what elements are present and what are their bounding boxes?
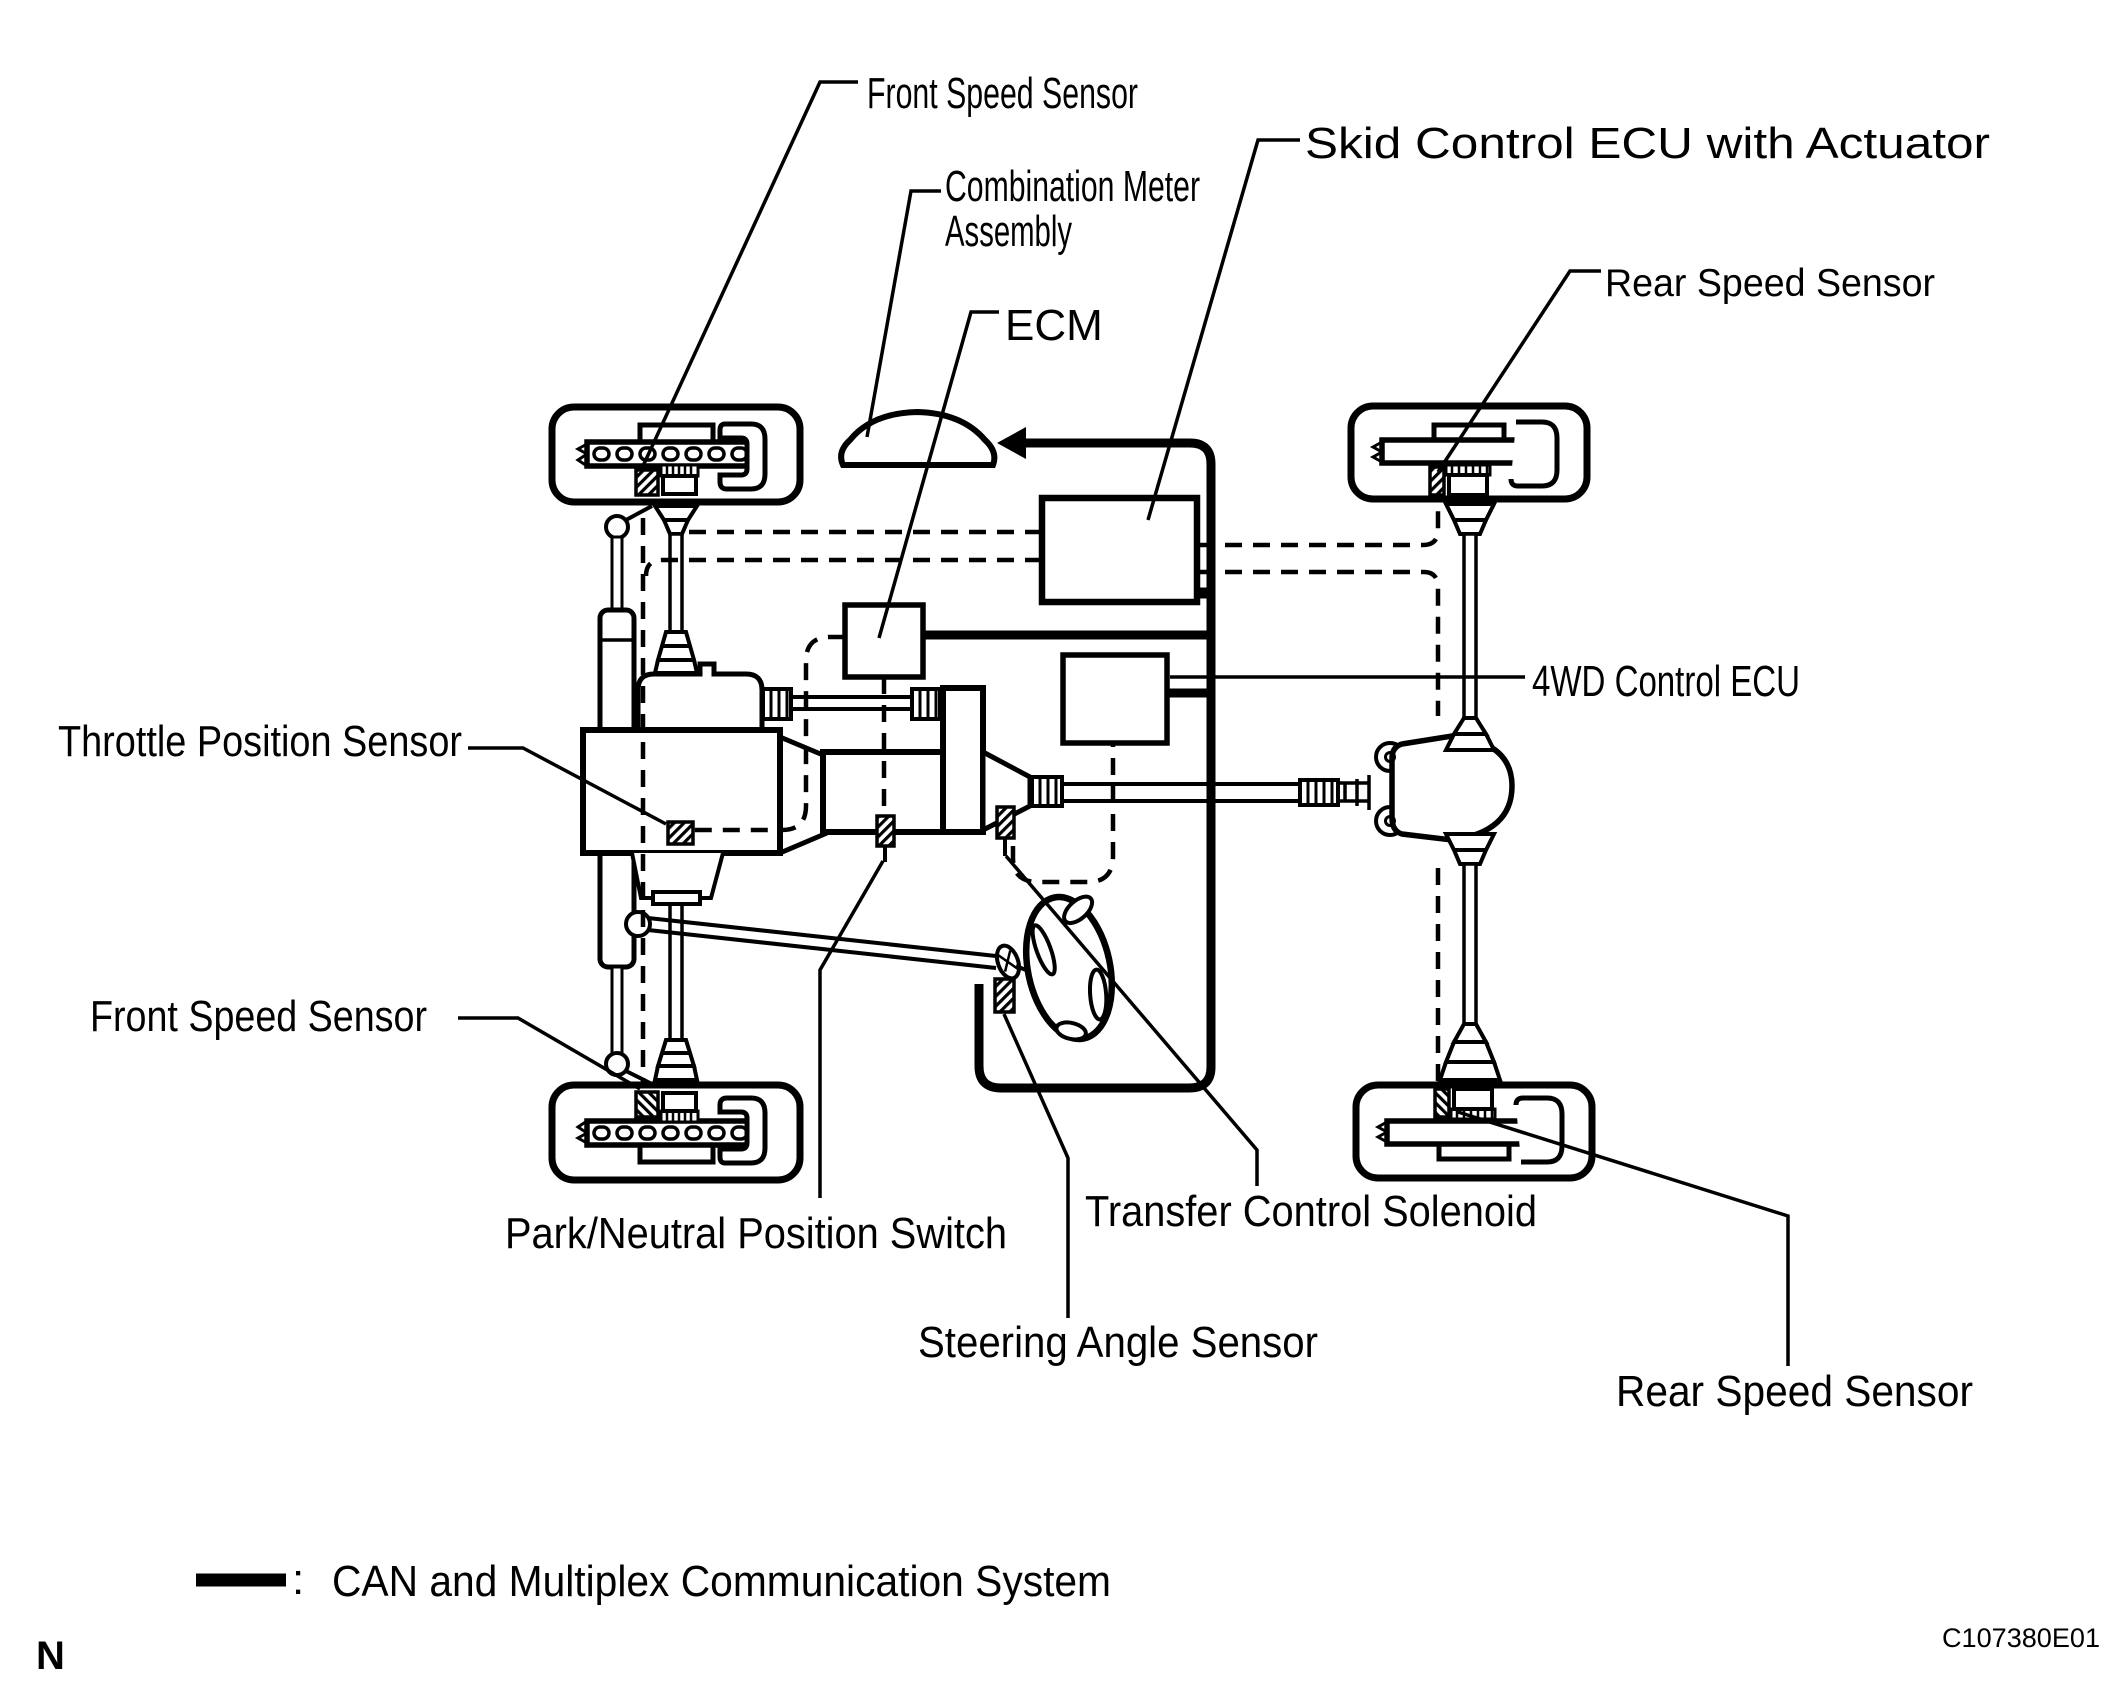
combination-meter-assembly-shape <box>841 412 994 465</box>
link-rod <box>612 537 622 612</box>
labels <box>58 69 1990 1416</box>
leader-ecm <box>879 312 999 638</box>
steering-shaft <box>648 918 996 968</box>
cv-boot-rings <box>655 1040 697 1080</box>
steering-column-and-wheel <box>626 889 1125 1050</box>
front-left-wheel <box>552 407 800 502</box>
label-combination-meter-line1: Combination Meter <box>945 162 1200 211</box>
steering-wheel <box>1014 889 1125 1050</box>
oil-pan-plate <box>653 892 700 904</box>
wire-skid-ecu-to-rear-lower <box>1197 572 1438 716</box>
cv-boot <box>664 520 688 534</box>
skid-control-ecu-box <box>1042 498 1197 602</box>
engine-top-cover <box>638 664 762 730</box>
axle-shaft <box>670 534 682 632</box>
label-4wd-control-ecu: 4WD Control ECU <box>1532 657 1800 706</box>
leader-combination-meter <box>867 191 941 437</box>
4wd-control-ecu-box <box>1063 655 1167 743</box>
front-drive-shaft <box>763 689 940 719</box>
rear-axle-and-differential <box>1376 504 1512 1080</box>
label-skid-control-ecu: Skid Control ECU with Actuator <box>1305 119 1990 168</box>
throttle-position-sensor-mark <box>668 822 693 844</box>
label-front-speed-sensor-top: Front Speed Sensor <box>867 69 1138 118</box>
park-neutral-switch-mark <box>877 816 894 846</box>
label-transfer-control-solenoid: Transfer Control Solenoid <box>1085 1187 1537 1236</box>
label-rear-speed-sensor-bottom: Rear Speed Sensor <box>1616 1367 1973 1416</box>
rear-right-wheel <box>1356 1085 1592 1178</box>
compass-n-mark: N <box>36 1634 65 1678</box>
link-rod <box>612 967 622 1053</box>
wire-transfer-solenoid-to-4wd-ecu <box>1013 745 1113 882</box>
label-throttle-position-sensor: Throttle Position Sensor <box>58 717 462 766</box>
transfer-control-solenoid-mark <box>997 807 1014 838</box>
cv-boot-rings <box>655 632 697 673</box>
rear-left-wheel <box>1351 406 1587 499</box>
legend-text: CAN and Multiplex Communication System <box>332 1557 1111 1606</box>
label-combination-meter-line2: Assembly <box>945 207 1072 256</box>
leader-steering-angle-sensor <box>1004 1014 1068 1318</box>
front-right-wheel <box>552 1085 800 1180</box>
cv-boot <box>655 506 697 520</box>
can-arrowhead <box>997 427 1026 459</box>
axle-shaft <box>670 904 682 1040</box>
figure-code: C107380E01 <box>1942 1623 2100 1653</box>
label-steering-angle-sensor: Steering Angle Sensor <box>918 1318 1318 1367</box>
transfer-case <box>943 688 983 832</box>
steering-angle-sensor-mark <box>995 979 1014 1012</box>
label-park-neutral-position-switch: Park/Neutral Position Switch <box>505 1209 1007 1258</box>
ball-joint <box>606 516 628 538</box>
label-front-speed-sensor-bottom: Front Speed Sensor <box>90 992 427 1041</box>
wire-front-lower-to-skid-ecu <box>646 560 1042 576</box>
leader-park-neutral-position-switch <box>820 861 883 1198</box>
propeller-shaft <box>1032 775 1369 810</box>
steering-gear-joint <box>626 912 650 936</box>
legend <box>196 1555 1111 1606</box>
label-rear-speed-sensor-top: Rear Speed Sensor <box>1605 262 1936 305</box>
label-ecm: ECM <box>1005 301 1103 350</box>
legend-separator: : <box>292 1555 305 1604</box>
wire-skid-ecu-to-rear-upper <box>1197 497 1438 545</box>
